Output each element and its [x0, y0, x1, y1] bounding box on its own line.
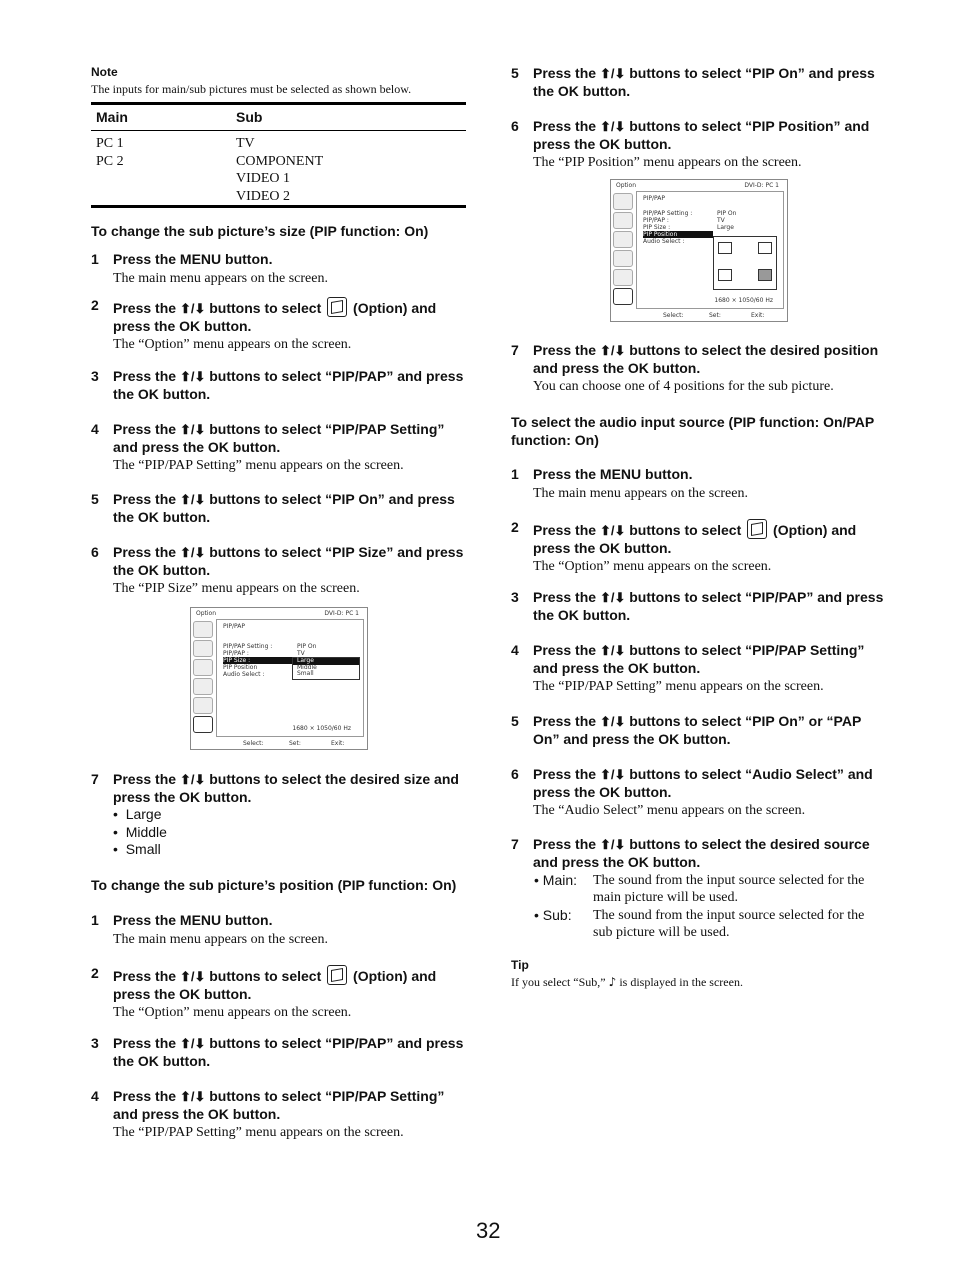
sub-cell: COMPONENT: [236, 153, 324, 169]
osd-title: Option: [616, 182, 637, 189]
input-table: [91, 102, 466, 208]
step-number: 1: [91, 912, 99, 928]
step-desc: The “Option” menu appears on the screen.: [113, 1005, 352, 1020]
size-step-1: [91, 251, 471, 291]
step-number: 5: [91, 491, 99, 507]
up-down-arrow-icon: ⬆/⬇: [599, 714, 626, 729]
step-number: 2: [91, 297, 99, 313]
up-down-arrow-icon: ⬆/⬇: [599, 343, 626, 358]
step-number: 6: [91, 544, 99, 560]
step-desc: The main menu appears on the screen.: [113, 931, 328, 947]
note-title: Note: [91, 65, 118, 79]
up-down-arrow-icon: ⬆/⬇: [599, 119, 626, 134]
step-text: buttons to select “PIP Size” and press the OK button.: [113, 544, 464, 578]
audio-heading: To select the audio input source (PIP function: On/PAP function: On): [511, 414, 874, 448]
step-number: 6: [511, 766, 519, 782]
pip-position-menu-screenshot: [610, 179, 788, 322]
step-text: buttons to select: [209, 300, 322, 316]
step-number: 3: [91, 1035, 99, 1051]
step-text: Press the: [113, 771, 177, 787]
step-desc: The “PIP/PAP Setting” menu appears on the screen.: [113, 1125, 404, 1140]
step-text: Press the: [113, 1088, 177, 1104]
up-down-arrow-icon: ⬆/⬇: [179, 1036, 206, 1051]
up-down-arrow-icon: ⬆/⬇: [179, 492, 206, 507]
osd-row: Audio Select :: [643, 238, 685, 245]
step-text: buttons to select “PIP On” and press the OK button.: [113, 491, 455, 525]
step-text: Press the: [113, 491, 177, 507]
step-number: 2: [91, 965, 99, 981]
step-text: (Option) and press the OK button.: [113, 968, 437, 1002]
up-down-arrow-icon: ⬆/⬇: [179, 422, 206, 437]
osd-row: PIP/PAP Setting :: [643, 210, 693, 217]
step-number: 5: [511, 713, 519, 729]
step-number: 3: [511, 589, 519, 605]
osd-input: DVI-D: PC 1: [324, 610, 359, 617]
osd-row: PIP Position: [223, 664, 258, 671]
size-bullets: • Large • Middle • Small: [113, 806, 167, 857]
step-text: Press the: [533, 65, 597, 81]
up-down-arrow-icon: ⬆/⬇: [179, 545, 206, 560]
step-text: Press the: [533, 836, 597, 852]
step-number: 4: [91, 1088, 99, 1104]
osd-value: Large: [717, 224, 734, 231]
up-down-arrow-icon: ⬆/⬇: [599, 643, 626, 658]
step-desc: The main menu appears on the screen.: [113, 270, 328, 286]
step-desc: The main menu appears on the screen.: [533, 485, 748, 501]
osd-size-option: Large: [293, 658, 359, 665]
col-sub-header: Sub: [236, 109, 263, 125]
sub-cell: VIDEO 2: [236, 188, 291, 204]
step-text: Press the MENU button.: [533, 466, 693, 482]
osd-section: PIP/PAP: [223, 623, 245, 630]
main-cell: PC 2: [96, 153, 124, 169]
osd-exit: Exit:: [331, 740, 345, 747]
tip-text-pre: If you select “Sub,”: [511, 975, 606, 989]
up-down-arrow-icon: ⬆/⬇: [599, 767, 626, 782]
step-text: buttons to select “PIP Position” and press the OK button.: [533, 118, 870, 152]
step-text: buttons to select “PIP/PAP Setting” and press the OK button.: [113, 1088, 445, 1122]
osd-input: DVI-D: PC 1: [744, 182, 779, 189]
sub-cell: TV: [236, 136, 255, 151]
osd-row: Audio Select :: [223, 671, 265, 678]
position-heading: To change the sub picture’s position (PIP function: On): [91, 877, 457, 893]
step-text: Press the: [113, 368, 177, 384]
up-down-arrow-icon: ⬆/⬇: [179, 369, 206, 384]
step-number: 2: [511, 519, 519, 535]
osd-value: TV: [297, 650, 305, 657]
osd-value: TV: [717, 217, 725, 224]
step-text: buttons to select “PIP On” and press the OK button.: [533, 65, 875, 99]
audio-note-icon: ♪: [608, 975, 617, 989]
step-number: 7: [511, 342, 519, 358]
step-number: 4: [511, 642, 519, 658]
audio-items: • Main: The sound from the input source selected for the main picture will be used. • Sub: The sound from the input source selected for the sub picture will be used.: [534, 872, 879, 942]
item-text: The sound from the input source selected for the main picture will be used.: [593, 873, 865, 905]
step-number: 5: [511, 65, 519, 81]
up-down-arrow-icon: ⬆/⬇: [179, 1089, 206, 1104]
step-number: 7: [91, 771, 99, 787]
size-heading: To change the sub picture’s size (PIP function: On): [91, 223, 429, 239]
bullet-item: Middle: [125, 823, 167, 840]
up-down-arrow-icon: ⬆/⬇: [179, 772, 206, 787]
step-text: Press the: [533, 118, 597, 134]
up-down-arrow-icon: ⬆/⬇: [179, 969, 206, 984]
option-icon: [327, 297, 347, 317]
step-desc: The “PIP Size” menu appears on the screen.: [113, 581, 360, 596]
step-text: Press the: [533, 589, 597, 605]
step-desc: The “Option” menu appears on the screen.: [113, 337, 352, 352]
step-desc: You can choose one of 4 positions for the sub picture.: [533, 379, 834, 394]
osd-select: Select:: [663, 312, 684, 319]
osd-select: Select:: [243, 740, 264, 747]
item-text: The sound from the input source selected for the sub picture will be used.: [593, 908, 865, 940]
step-desc: The “Audio Select” menu appears on the screen.: [533, 803, 806, 818]
osd-title: Option: [196, 610, 217, 617]
step-text: (Option) and press the OK button.: [113, 300, 437, 334]
sub-cell: VIDEO 1: [236, 171, 291, 186]
osd-set: Set:: [289, 740, 301, 747]
step-text: buttons to select “PIP/PAP Setting” and press the OK button.: [113, 421, 445, 455]
osd-size-option: Middle: [297, 663, 317, 671]
osd-resolution: 1680 × 1050/60 Hz: [292, 725, 351, 732]
up-down-arrow-icon: ⬆/⬇: [599, 590, 626, 605]
step-desc: The “Option” menu appears on the screen.: [533, 559, 772, 574]
step-text: (Option) and press the OK button.: [533, 522, 857, 556]
tip-title: Tip: [511, 958, 529, 972]
step-text: buttons to select the desired position and press the OK button.: [533, 342, 879, 376]
step-text: Press the: [533, 642, 597, 658]
step-text: buttons to select: [209, 968, 322, 984]
osd-row: PIP/PAP Setting :: [223, 643, 273, 650]
step-text: buttons to select the desired source and press the OK button.: [533, 836, 870, 870]
main-cell: PC 1: [96, 136, 124, 151]
up-down-arrow-icon: ⬆/⬇: [599, 837, 626, 852]
step-text: Press the: [533, 713, 597, 729]
item-label: Main:: [542, 872, 578, 888]
step-text: Press the: [533, 342, 597, 358]
tip-text-post: is displayed in the screen.: [619, 975, 743, 989]
step-text: Press the: [533, 766, 597, 782]
osd-exit: Exit:: [751, 312, 765, 319]
size-step-2: [91, 297, 471, 357]
osd-resolution: 1680 × 1050/60 Hz: [714, 297, 773, 304]
step-text: buttons to select “PIP/PAP” and press the OK button.: [113, 1035, 464, 1069]
step-number: 7: [511, 836, 519, 852]
osd-size-option: Small: [297, 670, 314, 677]
step-desc: The “PIP Position” menu appears on the screen.: [533, 155, 802, 170]
position-grid: [713, 236, 777, 290]
tip-text: [511, 975, 743, 990]
osd-row: PIP Size :: [643, 224, 671, 231]
step-number: 6: [511, 118, 519, 134]
up-down-arrow-icon: ⬆/⬇: [599, 66, 626, 81]
step-text: buttons to select “PIP On” or “PAP On” and press the OK button.: [533, 713, 862, 747]
bullet-item: Large: [125, 806, 162, 822]
step-text: buttons to select the desired size and press the OK button.: [113, 771, 459, 805]
step-text: buttons to select “PIP/PAP” and press the OK button.: [533, 589, 884, 623]
col-main-header: Main: [96, 109, 128, 125]
step-text: buttons to select “PIP/PAP Setting” and press the OK button.: [533, 642, 865, 676]
option-icon: [747, 519, 767, 539]
step-text: Press the: [113, 544, 177, 560]
step-desc: The “PIP/PAP Setting” menu appears on the screen.: [533, 679, 824, 694]
pip-size-menu-screenshot: [190, 607, 368, 750]
option-icon: [327, 965, 347, 985]
step-number: 3: [91, 368, 99, 384]
note-text: The inputs for main/sub pictures must be selected as shown below.: [91, 82, 412, 96]
step-text: Press the: [113, 421, 177, 437]
item-label: Sub:: [542, 907, 572, 923]
osd-row: PIP/PAP :: [223, 650, 249, 657]
up-down-arrow-icon: ⬆/⬇: [179, 301, 206, 316]
osd-row-selected: PIP Size :: [223, 657, 293, 664]
step-text: Press the: [533, 522, 597, 538]
step-text: buttons to select: [629, 522, 742, 538]
step-text: buttons to select “PIP/PAP” and press the OK button.: [113, 368, 464, 402]
step-number: 1: [91, 251, 99, 267]
osd-value: PIP On: [297, 643, 317, 650]
up-down-arrow-icon: ⬆/⬇: [599, 523, 626, 538]
step-number: 4: [91, 421, 99, 437]
step-text: Press the: [113, 968, 177, 984]
step-text: Press the MENU button.: [113, 912, 273, 928]
step-text: Press the: [113, 1035, 177, 1051]
osd-row: PIP/PAP :: [643, 217, 669, 224]
osd-set: Set:: [709, 312, 721, 319]
osd-section: PIP/PAP: [643, 195, 665, 202]
step-text: buttons to select “Audio Select” and press the OK button.: [533, 766, 873, 800]
bullet-item: Small: [125, 841, 161, 857]
step-text: Press the MENU button.: [113, 251, 273, 267]
step-text: Press the: [113, 300, 177, 316]
page-number: 32: [476, 1218, 501, 1243]
osd-value: PIP On: [717, 210, 737, 217]
osd-row-selected: PIP Position: [643, 231, 713, 238]
step-desc: The “PIP/PAP Setting” menu appears on the screen.: [113, 458, 404, 473]
step-number: 1: [511, 466, 519, 482]
